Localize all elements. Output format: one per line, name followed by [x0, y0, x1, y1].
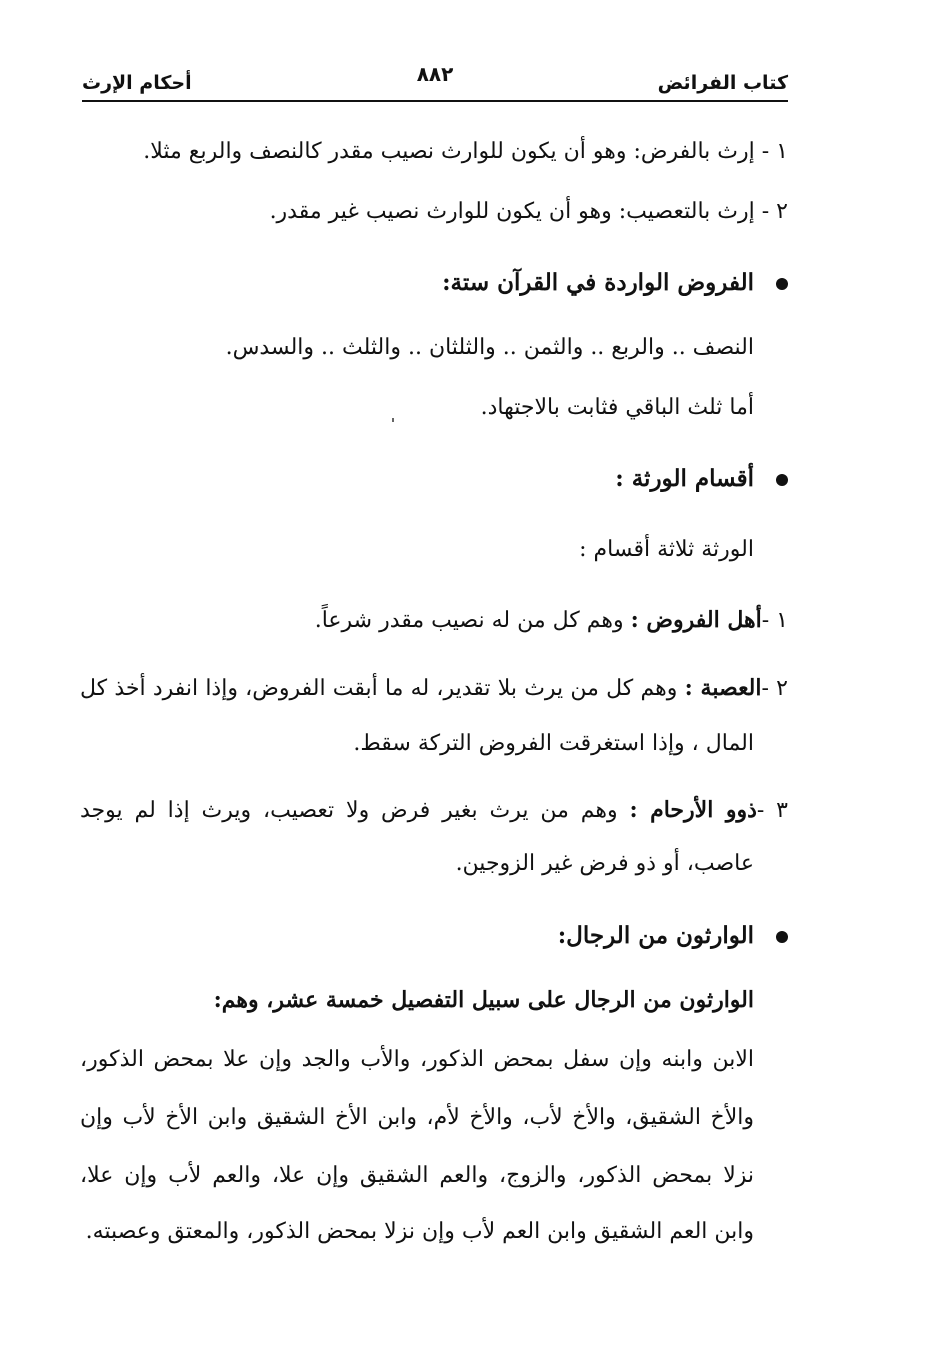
page-number: ٨٨٢ — [416, 62, 454, 86]
heading-text: الوارثون من الرجال: — [557, 922, 754, 949]
men-list-line-1: الابن وابنه وإن سفل بمحض الذكور، والأب والجد وإن علا بمحض الذكور، — [80, 1047, 754, 1072]
bullet-icon — [776, 931, 788, 943]
item-text: وهم كل من يرث بلا تقدير، له ما أبقت الفروض، وإذا انفرد أخذ كل — [80, 676, 685, 701]
chapter-title: أحكام الإرث — [82, 72, 192, 94]
heirs-intro: الورثة ثلاثة أقسام : — [579, 537, 754, 562]
item-text: وهم كل من له نصيب مقدر شرعاً. — [314, 608, 631, 633]
page-header — [82, 62, 788, 102]
bullet-icon — [776, 474, 788, 486]
heading-text: الفروض الواردة في القرآن ستة: — [442, 269, 754, 296]
scan-speck — [392, 418, 394, 422]
bullet-icon — [776, 278, 788, 290]
item-term: ذوو الأرحام : — [629, 797, 757, 823]
item-text: وهم من يرث بغير فرض ولا تعصيب، ويرث إذا لم يوجد — [80, 798, 630, 823]
item-number: ٢ - — [761, 199, 788, 224]
item-number: ١ - — [761, 608, 788, 633]
item-text: إرث بالتعصيب: وهو أن يكون للوارث نصيب غير مقدر. — [269, 199, 755, 224]
heir-category-3-cont: عاصب، أو ذو فرض غير الزوجين. — [455, 851, 754, 876]
men-list-line-4: وابن العم الشقيق وابن العم لأب وإن نزلا بمحض الذكور، والمعتق وعصبته. — [85, 1219, 754, 1244]
heir-category-1 — [315, 605, 788, 636]
item-number: ١ - — [761, 139, 788, 164]
men-list-line-2: والأخ الشقيق، والأخ لأب، والأخ لأم، وابن الأخ الشقيق وابن الأخ لأب وإن — [80, 1105, 754, 1130]
item-term: أهل الفروض : — [630, 607, 762, 633]
item-term: العصبة : — [684, 675, 762, 701]
shares-list: النصف .. والربع .. والثمن .. والثلثان .. والثلث .. والسدس. — [225, 335, 754, 360]
heading-text: أقسام الورثة : — [615, 465, 754, 492]
heir-category-2-cont: المال ، وإذا استغرقت الفروض التركة سقط. — [353, 731, 754, 756]
book-title: كتاب الفرائض — [657, 72, 788, 94]
item-text: إرث بالفرض: وهو أن يكون للوارث نصيب مقدر كالنصف والربع مثلا. — [143, 139, 755, 164]
heir-category-3 — [80, 795, 788, 826]
section-heading-men — [558, 920, 788, 952]
heir-category-2 — [80, 673, 788, 704]
inheritance-type-2 — [270, 197, 788, 227]
shares-note: أما ثلث الباقي فثابت بالاجتهاد. — [480, 395, 754, 420]
item-number: ٢ - — [761, 676, 788, 701]
men-subheading: الوارثون من الرجال على سبيل التفصيل خمسة عشر، وهم: — [213, 987, 754, 1013]
section-heading-heirs — [615, 463, 788, 495]
inheritance-type-1 — [143, 137, 788, 167]
men-list-line-3: نزلا بمحض الذكور، والزوج، والعم الشقيق وإن علا، والعم لأب وإن علا، — [80, 1163, 754, 1188]
section-heading-shares — [442, 267, 788, 299]
item-number: ٣ - — [756, 798, 788, 823]
